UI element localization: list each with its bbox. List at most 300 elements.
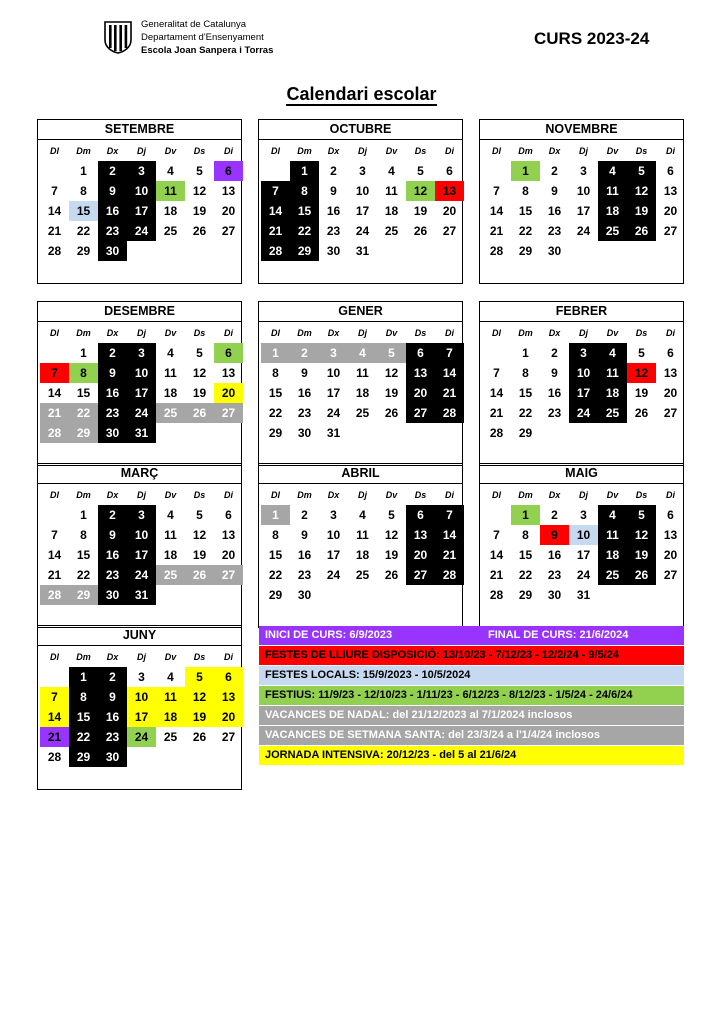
month-name: ABRIL	[259, 464, 462, 484]
day-cell: 26	[384, 406, 399, 420]
day-cell: 10	[127, 363, 156, 383]
day-cell: 11	[598, 181, 627, 201]
day-cell: 30	[98, 423, 127, 443]
day-cell: 21	[489, 406, 504, 420]
day-cell: 1	[80, 346, 87, 360]
day-cell: 13	[221, 528, 236, 542]
weekday-label: Dl	[50, 146, 59, 156]
day-cell: 15	[76, 548, 91, 562]
day-cell: 6	[214, 667, 243, 687]
month-juny	[37, 625, 242, 790]
day-cell: 21	[435, 383, 464, 403]
day-cell: 20	[221, 548, 236, 562]
day-cell: 24	[127, 403, 156, 423]
weekday-label: Dl	[492, 146, 501, 156]
weekday-label: Ds	[193, 146, 206, 156]
weekday-label: Dj	[137, 146, 146, 156]
weekday-label: Dj	[358, 328, 367, 338]
day-cell: 16	[297, 386, 312, 400]
day-cell: 4	[167, 164, 174, 178]
weekday-label: Dl	[271, 328, 280, 338]
legend-inici: INICI DE CURS: 6/9/2023	[265, 629, 393, 641]
day-cell: 18	[598, 201, 627, 221]
empty-cell	[656, 585, 685, 605]
empty-cell	[261, 161, 290, 181]
day-cell: 29	[69, 423, 98, 443]
weekday-label: Dx	[548, 328, 561, 338]
empty-cell	[435, 241, 464, 261]
day-cell: 31	[576, 588, 591, 602]
day-cell: 27	[663, 568, 678, 582]
empty-cell	[377, 241, 406, 261]
day-cell: 29	[69, 585, 98, 605]
day-cell: 17	[127, 383, 156, 403]
day-cell: 6	[225, 508, 232, 522]
weekday-label: Dv	[164, 146, 177, 156]
day-cell: 19	[413, 204, 428, 218]
page-title: Calendari escolar	[286, 84, 437, 104]
day-cell: 16	[98, 707, 127, 727]
day-cell: 11	[385, 184, 398, 198]
day-cell: 24	[326, 406, 341, 420]
day-cell: 20	[221, 204, 236, 218]
day-cell: 6	[667, 346, 674, 360]
weekday-label: Dv	[385, 146, 398, 156]
weekday-label: Dv	[606, 328, 619, 338]
weekday-label: Dl	[50, 652, 59, 662]
weekday-label: Dl	[271, 490, 280, 500]
month-name: JUNY	[38, 626, 241, 646]
day-cell: 18	[163, 204, 178, 218]
day-cell: 26	[185, 403, 214, 423]
day-cell: 25	[355, 568, 370, 582]
day-cell: 12	[192, 366, 207, 380]
day-cell: 13	[663, 528, 678, 542]
weekday-label: Dx	[327, 490, 340, 500]
day-cell: 21	[47, 568, 62, 582]
day-cell: 12	[627, 181, 656, 201]
day-cell: 25	[598, 565, 627, 585]
month-name: OCTUBRE	[259, 120, 462, 140]
day-cell: 23	[98, 727, 127, 747]
day-cell: 18	[355, 386, 370, 400]
empty-cell	[214, 585, 243, 605]
day-cell: 10	[127, 181, 156, 201]
month-gener	[258, 301, 463, 466]
day-cell: 4	[359, 508, 366, 522]
day-cell: 22	[268, 406, 283, 420]
day-cell: 27	[406, 403, 435, 423]
day-cell: 14	[435, 363, 464, 383]
day-cell: 5	[196, 164, 203, 178]
day-cell: 25	[355, 406, 370, 420]
empty-cell	[127, 747, 156, 767]
day-cell: 20	[442, 204, 457, 218]
day-cell: 3	[580, 508, 587, 522]
day-cell: 4	[388, 164, 395, 178]
legend	[259, 626, 684, 766]
legend-vacances-setmana-santa: VACANCES DE SETMANA SANTA: del 23/3/24 a l'1/4/24 inclosos	[259, 726, 684, 745]
day-cell: 3	[127, 343, 156, 363]
day-cell: 22	[518, 568, 533, 582]
weekday-label: Di	[666, 146, 675, 156]
day-cell: 26	[413, 224, 428, 238]
day-cell: 1	[511, 505, 540, 525]
empty-cell	[482, 343, 511, 363]
day-cell: 28	[40, 423, 69, 443]
day-cell: 2	[551, 164, 558, 178]
empty-cell	[40, 343, 69, 363]
weekday-label: Dm	[76, 328, 91, 338]
day-cell: 13	[663, 366, 678, 380]
day-cell: 16	[297, 548, 312, 562]
empty-cell	[156, 585, 185, 605]
legend-final: FINAL DE CURS: 21/6/2024	[488, 629, 629, 641]
day-cell: 23	[297, 568, 312, 582]
day-cell: 8	[80, 184, 87, 198]
month-novembre	[479, 119, 684, 284]
day-cell: 3	[359, 164, 366, 178]
day-cell: 23	[326, 224, 341, 238]
day-cell: 17	[355, 204, 370, 218]
day-cell: 30	[98, 241, 127, 261]
empty-cell	[185, 423, 214, 443]
day-cell: 1	[511, 161, 540, 181]
month-name: SETEMBRE	[38, 120, 241, 140]
day-cell: 11	[156, 687, 185, 707]
day-cell: 23	[547, 406, 562, 420]
day-cell: 5	[638, 346, 645, 360]
day-cell: 17	[127, 201, 156, 221]
day-cell: 23	[547, 224, 562, 238]
day-cell: 1	[80, 164, 87, 178]
month-grid	[261, 486, 464, 605]
empty-cell	[40, 161, 69, 181]
day-cell: 29	[268, 588, 283, 602]
weekday-label: Dx	[548, 490, 561, 500]
weekday-label: Dl	[50, 490, 59, 500]
day-cell: 4	[348, 343, 377, 363]
weekday-label: Dj	[137, 652, 146, 662]
weekday-label: Dj	[579, 328, 588, 338]
day-cell: 9	[301, 528, 308, 542]
day-cell: 13	[214, 687, 243, 707]
month-name: MARÇ	[38, 464, 241, 484]
day-cell: 24	[569, 403, 598, 423]
month-desembre	[37, 301, 242, 466]
day-cell: 11	[156, 181, 185, 201]
day-cell: 12	[627, 525, 656, 545]
day-cell: 6	[214, 161, 243, 181]
day-cell: 4	[167, 346, 174, 360]
day-cell: 24	[576, 224, 591, 238]
weekday-label: Dx	[106, 328, 119, 338]
day-cell: 13	[221, 366, 236, 380]
day-cell: 28	[435, 565, 464, 585]
empty-cell	[482, 505, 511, 525]
day-cell: 28	[40, 585, 69, 605]
day-cell: 28	[489, 426, 504, 440]
weekday-label: Di	[666, 328, 675, 338]
weekday-label: Dm	[297, 146, 312, 156]
course-label: CURS 2023-24	[534, 29, 650, 48]
day-cell: 19	[384, 386, 399, 400]
month-grid	[40, 324, 243, 443]
weekday-label: Ds	[414, 490, 427, 500]
day-cell: 7	[493, 528, 500, 542]
weekday-label: Di	[224, 652, 233, 662]
day-cell: 15	[290, 201, 319, 221]
day-cell: 19	[192, 386, 207, 400]
day-cell: 6	[406, 343, 435, 363]
day-cell: 18	[384, 204, 399, 218]
empty-cell	[214, 241, 243, 261]
empty-cell	[185, 585, 214, 605]
day-cell: 13	[406, 363, 435, 383]
day-cell: 31	[355, 244, 370, 258]
day-cell: 26	[627, 221, 656, 241]
day-cell: 5	[196, 508, 203, 522]
day-cell: 5	[377, 343, 406, 363]
day-cell: 2	[330, 164, 337, 178]
weekday-label: Dv	[606, 490, 619, 500]
day-cell: 3	[127, 505, 156, 525]
empty-cell	[214, 747, 243, 767]
empty-cell	[127, 241, 156, 261]
month-grid	[261, 324, 464, 443]
month-grid	[40, 142, 243, 261]
legend-lliure-disposicio: FESTES DE LLIURE DISPOSICIÓ: 13/10/23 - 7/12/23 - 12/2/24 - 9/5/24	[259, 646, 684, 665]
day-cell: 25	[598, 403, 627, 423]
day-cell: 7	[435, 343, 464, 363]
day-cell: 26	[384, 568, 399, 582]
empty-cell	[598, 585, 627, 605]
day-cell: 2	[98, 161, 127, 181]
day-cell: 1	[80, 508, 87, 522]
month-name: NOVEMBRE	[480, 120, 683, 140]
day-cell: 15	[76, 386, 91, 400]
generalitat-logo-icon	[103, 20, 133, 54]
day-cell: 18	[598, 383, 627, 403]
day-cell: 23	[297, 406, 312, 420]
day-cell: 17	[326, 386, 341, 400]
day-cell: 6	[214, 343, 243, 363]
day-cell: 22	[69, 727, 98, 747]
day-cell: 19	[627, 201, 656, 221]
day-cell: 20	[663, 386, 678, 400]
day-cell: 14	[489, 386, 504, 400]
weekday-label: Ds	[193, 328, 206, 338]
day-cell: 9	[301, 366, 308, 380]
day-cell: 13	[406, 525, 435, 545]
day-cell: 5	[627, 161, 656, 181]
day-cell: 10	[326, 366, 341, 380]
day-cell: 15	[69, 201, 98, 221]
day-cell: 8	[272, 366, 279, 380]
weekday-label: Dv	[164, 652, 177, 662]
month-grid	[40, 648, 243, 767]
weekday-label: Dm	[297, 328, 312, 338]
month-maig	[479, 463, 684, 628]
day-cell: 11	[164, 366, 177, 380]
day-cell: 3	[127, 161, 156, 181]
day-cell: 18	[156, 707, 185, 727]
day-cell: 7	[493, 184, 500, 198]
day-cell: 11	[356, 528, 369, 542]
day-cell: 23	[547, 568, 562, 582]
day-cell: 9	[330, 184, 337, 198]
day-cell: 7	[435, 505, 464, 525]
empty-cell	[406, 585, 435, 605]
day-cell: 28	[47, 244, 62, 258]
day-cell: 12	[627, 363, 656, 383]
day-cell: 24	[127, 565, 156, 585]
day-cell: 14	[435, 525, 464, 545]
day-cell: 12	[192, 184, 207, 198]
weekday-label: Dm	[518, 490, 533, 500]
empty-cell	[540, 423, 569, 443]
day-cell: 26	[627, 565, 656, 585]
day-cell: 21	[489, 568, 504, 582]
weekday-label: Dj	[579, 146, 588, 156]
day-cell: 19	[634, 386, 649, 400]
day-cell: 17	[569, 383, 598, 403]
day-cell: 30	[297, 588, 312, 602]
empty-cell	[406, 423, 435, 443]
weekday-label: Ds	[193, 652, 206, 662]
day-cell: 5	[627, 505, 656, 525]
weekday-label: Ds	[635, 328, 648, 338]
day-cell: 30	[326, 244, 341, 258]
weekday-label: Dl	[271, 146, 280, 156]
month-name: GENER	[259, 302, 462, 322]
day-cell: 22	[69, 403, 98, 423]
month-grid	[482, 324, 685, 443]
day-cell: 30	[98, 585, 127, 605]
day-cell: 10	[569, 363, 598, 383]
day-cell: 19	[384, 548, 399, 562]
day-cell: 16	[98, 201, 127, 221]
day-cell: 31	[326, 426, 341, 440]
day-cell: 24	[576, 568, 591, 582]
day-cell: 25	[156, 403, 185, 423]
day-cell: 27	[221, 730, 236, 744]
day-cell: 9	[551, 366, 558, 380]
day-cell: 19	[185, 707, 214, 727]
day-cell: 27	[663, 224, 678, 238]
day-cell: 6	[667, 164, 674, 178]
day-cell: 8	[272, 528, 279, 542]
day-cell: 15	[268, 386, 283, 400]
empty-cell	[656, 241, 685, 261]
weekday-label: Di	[224, 328, 233, 338]
day-cell: 30	[297, 426, 312, 440]
empty-cell	[569, 423, 598, 443]
weekday-label: Ds	[635, 146, 648, 156]
day-cell: 25	[384, 224, 399, 238]
weekday-label: Dx	[106, 652, 119, 662]
day-cell: 21	[261, 221, 290, 241]
day-cell: 15	[518, 386, 533, 400]
day-cell: 29	[518, 588, 533, 602]
day-cell: 22	[518, 406, 533, 420]
month-grid	[482, 142, 685, 261]
day-cell: 24	[355, 224, 370, 238]
month-grid	[261, 142, 464, 261]
day-cell: 5	[417, 164, 424, 178]
day-cell: 28	[489, 244, 504, 258]
month-grid	[482, 486, 685, 605]
day-cell: 28	[261, 241, 290, 261]
day-cell: 10	[569, 525, 598, 545]
day-cell: 4	[167, 670, 174, 684]
empty-cell	[40, 667, 69, 687]
day-cell: 17	[576, 548, 591, 562]
day-cell: 9	[98, 363, 127, 383]
month-grid	[40, 486, 243, 605]
day-cell: 12	[406, 181, 435, 201]
empty-cell	[185, 747, 214, 767]
weekday-label: Dj	[358, 146, 367, 156]
day-cell: 24	[326, 568, 341, 582]
day-cell: 25	[156, 565, 185, 585]
weekday-label: Ds	[635, 490, 648, 500]
day-cell: 5	[388, 508, 395, 522]
day-cell: 29	[69, 747, 98, 767]
day-cell: 12	[384, 528, 399, 542]
day-cell: 8	[69, 687, 98, 707]
day-cell: 2	[290, 343, 319, 363]
day-cell: 28	[435, 403, 464, 423]
day-cell: 4	[598, 161, 627, 181]
day-cell: 14	[489, 548, 504, 562]
weekday-label: Di	[445, 490, 454, 500]
day-cell: 23	[98, 565, 127, 585]
day-cell: 20	[214, 383, 243, 403]
day-cell: 24	[127, 221, 156, 241]
day-cell: 9	[540, 525, 569, 545]
day-cell: 8	[522, 528, 529, 542]
weekday-label: Ds	[414, 328, 427, 338]
weekday-label: Dm	[76, 652, 91, 662]
day-cell: 4	[598, 343, 627, 363]
weekday-label: Dj	[579, 490, 588, 500]
day-cell: 20	[663, 548, 678, 562]
weekday-label: Ds	[193, 490, 206, 500]
weekday-label: Dv	[606, 146, 619, 156]
day-cell: 13	[435, 181, 464, 201]
org-line-2: Departament d'Ensenyament	[141, 32, 264, 43]
day-cell: 7	[51, 184, 58, 198]
day-cell: 24	[127, 727, 156, 747]
day-cell: 9	[98, 181, 127, 201]
day-cell: 19	[627, 545, 656, 565]
page-title-wrap	[0, 84, 723, 105]
day-cell: 14	[47, 386, 62, 400]
weekday-label: Dl	[492, 328, 501, 338]
empty-cell	[569, 241, 598, 261]
day-cell: 7	[40, 363, 69, 383]
day-cell: 17	[127, 545, 156, 565]
day-cell: 27	[442, 224, 457, 238]
day-cell: 14	[489, 204, 504, 218]
day-cell: 9	[98, 525, 127, 545]
day-cell: 27	[214, 565, 243, 585]
day-cell: 25	[163, 224, 178, 238]
day-cell: 4	[167, 508, 174, 522]
day-cell: 22	[290, 221, 319, 241]
empty-cell	[377, 585, 406, 605]
